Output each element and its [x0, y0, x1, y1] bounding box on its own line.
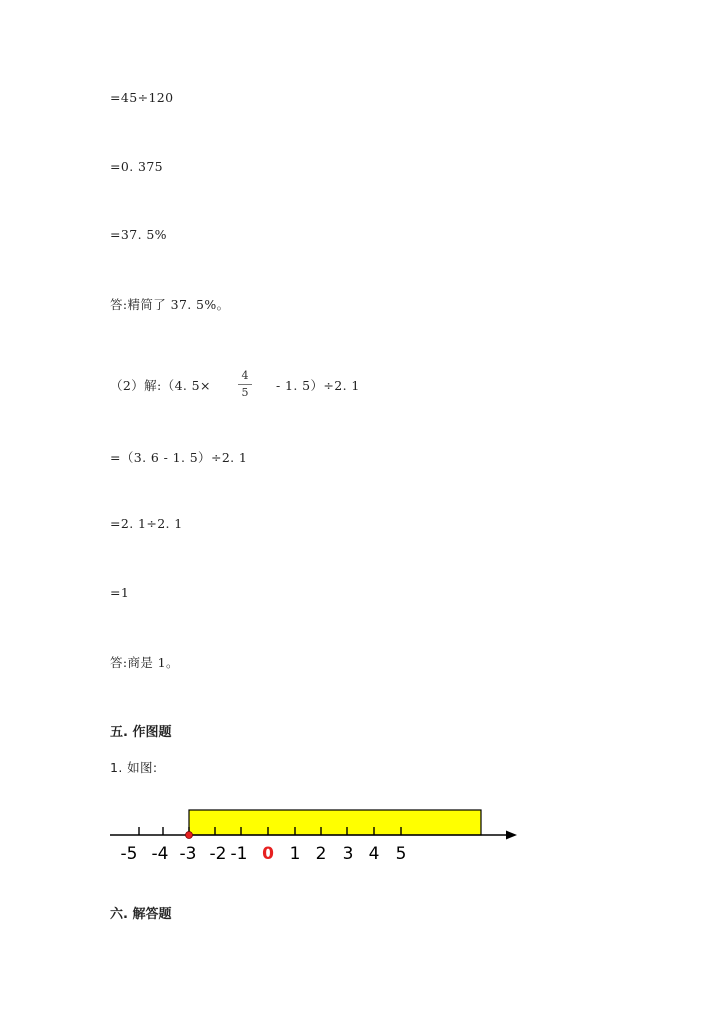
solution2-step3: =1: [110, 585, 130, 600]
tick-label: 1: [289, 844, 301, 864]
tick-label: 3: [342, 844, 354, 864]
solution1-step3: =37. 5%: [110, 227, 167, 242]
section5-item: 1. 如图:: [110, 760, 158, 775]
fraction-four-fifths: [238, 369, 252, 400]
number-line-figure: [105, 800, 525, 870]
tick-label: 2: [315, 844, 327, 864]
solution2-step1: =（3. 6 - 1. 5）÷2. 1: [110, 450, 248, 465]
tick-label: 0: [262, 844, 274, 864]
tick-label: -1: [230, 844, 248, 864]
axis-arrow-icon: [506, 831, 517, 840]
solution2-step2: =2. 1÷2. 1: [110, 516, 183, 531]
highlight-region: [189, 810, 481, 835]
fraction-denominator: 5: [241, 386, 249, 399]
tick-label-group: [121, 844, 407, 864]
section5-heading: 五. 作图题: [110, 725, 172, 740]
fraction-numerator: 4: [241, 369, 249, 382]
solution1-step1: =45÷120: [110, 90, 174, 105]
fraction-bar: [238, 384, 252, 385]
tick-label: 5: [395, 844, 407, 864]
tick-label: -3: [179, 844, 197, 864]
tick-label: -5: [120, 844, 138, 864]
solution2-answer: 答:商是 1。: [110, 655, 179, 670]
tick-label: -4: [151, 844, 169, 864]
section6-heading: 六. 解答题: [110, 907, 172, 922]
solution2-intro-suffix: - 1. 5）÷2. 1: [276, 378, 360, 393]
solution1-answer: 答:精简了 37. 5%。: [110, 297, 230, 312]
tick-label: 4: [368, 844, 380, 864]
solution1-step2: =0. 375: [110, 159, 164, 174]
start-point-marker: [186, 832, 193, 839]
solution2-intro-prefix: （2）解:（4. 5×: [110, 378, 211, 393]
tick-label: -2: [209, 844, 227, 864]
